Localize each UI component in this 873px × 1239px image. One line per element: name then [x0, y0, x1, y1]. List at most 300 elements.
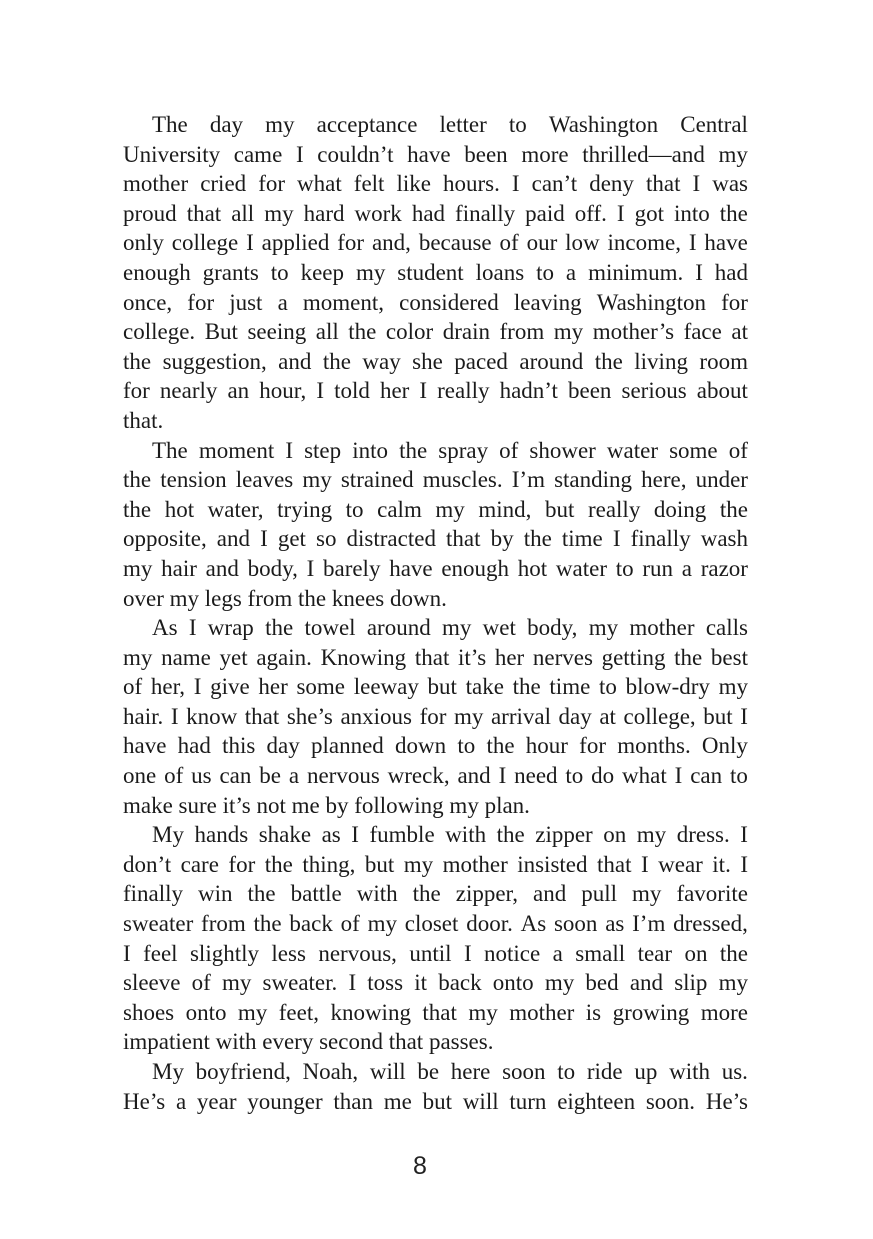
word: considered	[399, 289, 499, 315]
word: low	[565, 230, 600, 256]
word: that	[446, 526, 481, 552]
word: the	[412, 881, 441, 907]
word: the	[264, 851, 293, 877]
word: on	[603, 822, 627, 848]
word: My	[152, 1059, 184, 1084]
word: some	[669, 437, 718, 463]
word: hair.	[123, 703, 164, 729]
word: leeway	[353, 674, 419, 700]
word: from	[201, 911, 246, 937]
word: I	[285, 437, 293, 463]
word: closet	[404, 911, 459, 937]
word: small	[575, 940, 626, 966]
word: can’t	[531, 171, 578, 197]
word: up	[634, 1059, 658, 1084]
word: my	[544, 970, 575, 996]
word: of	[728, 437, 748, 463]
word: but	[364, 851, 395, 877]
word: moment	[198, 437, 275, 463]
word: than	[333, 1088, 374, 1114]
word: arrival	[490, 703, 551, 729]
word: had	[714, 259, 748, 285]
word: of	[340, 911, 360, 937]
paragraph	[123, 820, 748, 1057]
word: back	[438, 970, 482, 996]
word: I	[692, 171, 701, 197]
word: around	[366, 615, 431, 641]
word: nerves	[532, 644, 593, 670]
word: for	[258, 171, 286, 197]
word: time	[561, 526, 603, 552]
word: again.	[256, 644, 312, 670]
word: by	[490, 526, 514, 552]
word: to	[536, 259, 554, 285]
word: fumble	[369, 822, 435, 848]
word: until	[409, 940, 452, 966]
word: deny	[589, 171, 634, 197]
word: wash	[700, 526, 748, 552]
word: yet	[219, 644, 248, 670]
word: water	[606, 437, 658, 463]
word: color	[385, 319, 434, 345]
word: have	[389, 555, 433, 581]
paragraph	[123, 436, 748, 614]
word: best	[710, 644, 748, 670]
word: for	[123, 378, 150, 404]
text-line	[123, 228, 748, 258]
word: her	[379, 378, 410, 404]
word: planned	[310, 733, 384, 759]
word: slip	[674, 970, 708, 996]
word: care	[180, 851, 219, 877]
text-line	[123, 879, 748, 909]
word: do	[591, 763, 615, 789]
word: drain	[442, 319, 490, 345]
word: hands	[194, 822, 249, 848]
word: couldn’t	[317, 141, 394, 167]
word: letter	[439, 112, 487, 137]
word: cried	[200, 171, 247, 197]
word: less	[271, 940, 306, 966]
word: she’s	[286, 703, 333, 729]
word: been	[568, 378, 612, 404]
word: win	[198, 881, 233, 907]
word: the	[496, 822, 525, 848]
word: standing	[554, 467, 633, 493]
word: finally	[455, 200, 516, 226]
word: soon	[553, 911, 598, 937]
word: really	[437, 378, 490, 404]
word: here,	[641, 467, 687, 493]
word: suggestion,	[162, 348, 267, 374]
word: that	[414, 644, 450, 670]
word: into	[674, 200, 710, 226]
word: the	[594, 348, 623, 374]
text-line	[123, 347, 748, 377]
word: for	[187, 289, 215, 315]
word: Washington	[596, 289, 707, 315]
word: enough	[441, 555, 510, 581]
word: I	[306, 555, 315, 581]
word: under	[695, 467, 748, 493]
word: thrilled—and	[582, 141, 705, 167]
word: Noah,	[302, 1059, 359, 1084]
word: for	[579, 733, 606, 759]
word: felt	[353, 171, 385, 197]
word: I	[640, 851, 649, 877]
word: it.	[712, 851, 731, 877]
page-number: 8	[413, 1152, 427, 1180]
word: my	[302, 467, 332, 493]
word: hard	[303, 200, 345, 226]
word: can	[219, 763, 252, 789]
word: at	[599, 703, 616, 729]
word: sweater	[123, 911, 194, 937]
word: the	[512, 674, 541, 700]
word: nearly	[159, 378, 218, 404]
word: way	[362, 348, 401, 374]
word: step	[304, 437, 342, 463]
word: get	[277, 526, 306, 552]
word: shower	[529, 437, 596, 463]
word: take	[465, 674, 504, 700]
word: my	[632, 881, 662, 907]
word: wear	[658, 851, 703, 877]
word: favorite	[676, 881, 748, 907]
word: to	[557, 1059, 576, 1084]
text-line: impatient with every second that passes.	[123, 1029, 494, 1055]
word: I	[463, 940, 472, 966]
word: my	[636, 822, 667, 848]
word: blow-dry	[625, 674, 710, 700]
word: I	[193, 674, 202, 700]
word: wreck,	[387, 763, 450, 789]
word: the	[322, 348, 351, 374]
word: at	[731, 319, 748, 345]
word: and	[216, 526, 250, 552]
word: my	[718, 674, 748, 700]
word: insisted	[517, 851, 588, 877]
word: my	[221, 970, 252, 996]
word: room	[699, 348, 748, 374]
word: her,	[150, 674, 186, 700]
word: my	[355, 259, 386, 285]
word: The	[152, 437, 188, 463]
word: boyfriend,	[195, 1059, 291, 1084]
word: income,	[607, 230, 681, 256]
word: Washington	[548, 112, 659, 137]
word: Knowing	[320, 644, 407, 670]
word: my	[264, 200, 294, 226]
word: trying	[277, 496, 333, 522]
word: bed	[585, 970, 619, 996]
word: my	[367, 911, 397, 937]
word: finally	[630, 526, 691, 552]
word: got	[634, 200, 664, 226]
word: spray	[438, 437, 489, 463]
word: a	[565, 259, 577, 285]
word: I	[295, 141, 304, 167]
word: keep	[300, 259, 345, 285]
word: paid	[525, 200, 565, 226]
word: loans	[475, 259, 525, 285]
word: of	[499, 437, 519, 463]
word: run	[642, 555, 674, 581]
word: that	[596, 851, 632, 877]
word: as	[605, 911, 625, 937]
word: applied	[261, 230, 330, 256]
word: my	[718, 970, 748, 996]
word: doing	[653, 496, 707, 522]
word: He’s	[705, 1088, 748, 1114]
word: opposite,	[123, 526, 207, 552]
word: the	[123, 467, 152, 493]
word: shake	[258, 822, 312, 848]
word: what	[622, 763, 667, 789]
paragraph	[123, 1057, 748, 1116]
word: as	[321, 822, 341, 848]
word: a	[175, 1088, 187, 1114]
word: back	[289, 911, 333, 937]
word: grants	[202, 259, 259, 285]
word: My	[152, 822, 184, 848]
word: I	[123, 940, 131, 966]
text-line	[123, 495, 748, 525]
word: a	[288, 763, 300, 789]
word: mother	[629, 615, 695, 641]
word: college.	[123, 319, 196, 345]
word: and	[457, 763, 491, 789]
word: all	[315, 319, 339, 345]
word: don’t	[123, 851, 172, 877]
word: down	[395, 733, 447, 759]
word: had	[177, 733, 211, 759]
word: to	[565, 763, 584, 789]
word: getting	[601, 644, 666, 670]
word: onto	[185, 999, 227, 1025]
word: moment,	[302, 289, 385, 315]
word: mother	[509, 999, 575, 1025]
text-line	[123, 998, 748, 1028]
word: student	[397, 259, 464, 285]
word: barely	[322, 555, 381, 581]
word: I’m	[632, 911, 666, 937]
word: minimum.	[588, 259, 684, 285]
word: ride	[586, 1059, 623, 1084]
word: day	[209, 112, 244, 137]
word: that	[186, 200, 222, 226]
word: was	[712, 171, 748, 197]
word: body,	[527, 615, 578, 641]
word: toss	[367, 970, 404, 996]
word: a	[681, 555, 692, 581]
word: that	[244, 703, 280, 729]
word: the	[719, 496, 748, 522]
word: with	[445, 822, 487, 848]
word: turn	[509, 1088, 547, 1114]
word: enough	[123, 259, 191, 285]
word: of	[191, 970, 211, 996]
word: the	[123, 496, 152, 522]
word: it	[414, 970, 428, 996]
word: calm	[377, 496, 422, 522]
text-line	[123, 643, 748, 673]
word: soon.	[645, 1088, 696, 1114]
word: the	[399, 437, 428, 463]
word: because	[418, 230, 492, 256]
word: my	[435, 496, 465, 522]
word: mind,	[478, 496, 532, 522]
word: I	[188, 615, 197, 641]
text-line	[123, 761, 748, 791]
word: year	[196, 1088, 237, 1114]
word: tear	[637, 940, 673, 966]
text-line	[123, 140, 748, 170]
word: my	[265, 112, 295, 137]
word: some	[296, 674, 346, 700]
text-line	[123, 317, 748, 347]
word: I	[246, 230, 254, 256]
word: my	[553, 319, 584, 345]
word: my	[718, 141, 748, 167]
word: she	[412, 348, 443, 374]
word: wet	[482, 615, 516, 641]
word: tension	[160, 467, 227, 493]
text-line	[123, 110, 748, 140]
word: I	[419, 378, 428, 404]
word: mother’s	[592, 319, 675, 345]
word: mother	[442, 851, 508, 877]
word: give	[210, 674, 250, 700]
word: our	[526, 230, 558, 256]
word: seeing	[247, 319, 307, 345]
word: strained	[340, 467, 414, 493]
word: the	[253, 911, 282, 937]
word: to	[270, 259, 289, 285]
word: really	[587, 496, 641, 522]
word: water,	[207, 496, 264, 522]
word: but	[422, 1088, 453, 1114]
word: the	[674, 644, 703, 670]
word: came	[233, 141, 283, 167]
word: shoes	[123, 999, 175, 1025]
word: so	[316, 526, 337, 552]
word: know	[186, 703, 238, 729]
word: the	[719, 200, 748, 226]
text-line	[123, 169, 748, 199]
word: for	[337, 230, 365, 256]
word: but	[545, 496, 575, 522]
word: I	[511, 171, 520, 197]
word: soon	[502, 1059, 546, 1084]
word: my	[588, 615, 619, 641]
word: is	[585, 999, 602, 1025]
paragraph	[123, 613, 748, 820]
word: the	[719, 940, 748, 966]
word: the	[123, 348, 152, 374]
word: here	[450, 1059, 491, 1084]
text-block	[123, 110, 748, 1116]
text-line	[123, 1057, 748, 1087]
word: a	[277, 289, 288, 315]
word: and	[629, 970, 664, 996]
word: leaving	[513, 289, 582, 315]
word: need	[514, 763, 558, 789]
word: face	[683, 319, 722, 345]
word: I	[348, 970, 357, 996]
word: my	[453, 703, 484, 729]
word: zipper,	[455, 881, 519, 907]
word: of	[499, 230, 519, 256]
word: on	[684, 940, 708, 966]
word: be	[417, 1059, 440, 1084]
word: hours.	[443, 171, 500, 197]
word: can	[690, 763, 723, 789]
word: time	[549, 674, 591, 700]
word: I	[616, 200, 625, 226]
word: pull	[581, 881, 618, 907]
word: slightly	[189, 940, 259, 966]
word: my	[123, 644, 153, 670]
word: to	[508, 112, 527, 137]
word: I	[740, 851, 748, 877]
word: what	[297, 171, 342, 197]
word: us	[191, 763, 212, 789]
word: me	[383, 1088, 412, 1114]
word: us.	[721, 1059, 748, 1084]
word: to	[599, 674, 617, 700]
word: sleeve	[123, 970, 181, 996]
word: water	[555, 555, 607, 581]
word: thing,	[302, 851, 356, 877]
word: her	[494, 644, 525, 670]
word: months.	[617, 733, 691, 759]
word: that	[422, 999, 457, 1025]
word: it’s	[458, 644, 487, 670]
word: only	[123, 230, 164, 256]
word: hot	[164, 496, 195, 522]
word: from	[499, 319, 545, 345]
word: but	[427, 674, 457, 700]
word: eighteen	[557, 1088, 636, 1114]
word: but	[703, 703, 733, 729]
word: I	[674, 763, 683, 789]
word: proud	[123, 200, 177, 226]
word: wrap	[207, 615, 254, 641]
word: battle	[290, 881, 342, 907]
word: to	[345, 496, 364, 522]
word: more	[700, 999, 748, 1025]
word: about	[696, 378, 748, 404]
word: But	[204, 319, 238, 345]
word: told	[334, 378, 370, 404]
word: all	[231, 200, 255, 226]
word: I	[688, 230, 697, 256]
text-line	[123, 850, 748, 880]
word: anxious	[340, 703, 412, 729]
word: like	[396, 171, 431, 197]
word: zipper	[535, 822, 593, 848]
text-line	[123, 258, 748, 288]
word: As	[152, 615, 178, 641]
text-line	[123, 909, 748, 939]
word: day	[266, 733, 300, 759]
text-line	[123, 288, 748, 318]
word: had	[411, 200, 446, 226]
word: the	[523, 526, 552, 552]
word: been	[464, 141, 508, 167]
word: just	[229, 289, 263, 315]
